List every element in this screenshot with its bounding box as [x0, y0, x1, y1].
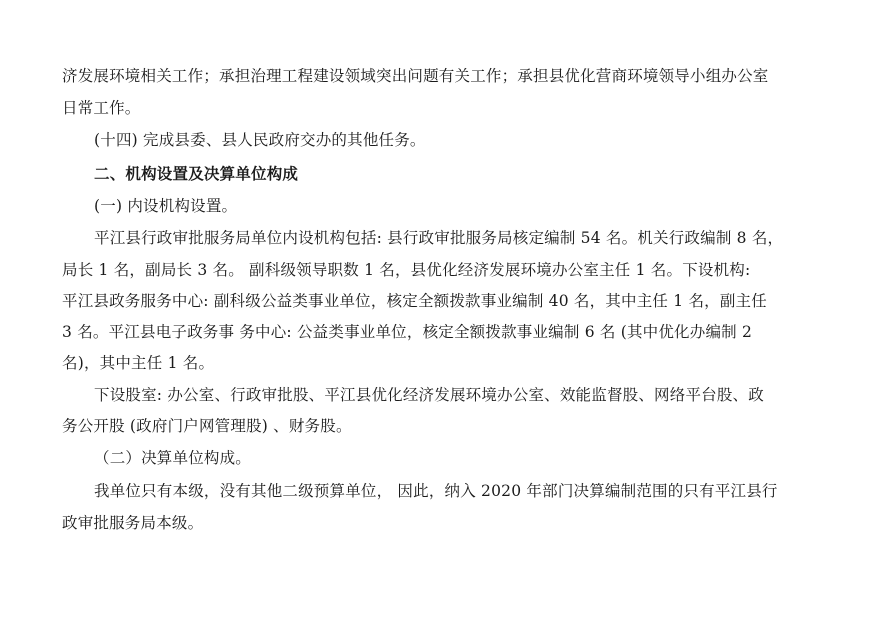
paragraph-line: 局长 1 名，副局长 3 名。 副科级领导职数 1 名，县优化经济发展环境办公室主任 1 名。下设机构: — [62, 261, 751, 279]
paragraph-line: 3 名。平江县电子政务事 务中心: 公益类事业单位，核定全额拨款事业编制 6 名 (其中优化办编制 2 — [62, 323, 753, 341]
paragraph-line: (十四) 完成县委、县人民政府交办的其他任务。 — [94, 131, 426, 149]
paragraph-line: 日常工作。 — [62, 99, 141, 117]
subsection-heading: （二）决算单位构成。 — [94, 449, 252, 467]
paragraph-line: 平江县行政审批服务局单位内设机构包括: 县行政审批服务局核定编制 54 名。机关行政编制 8 名， — [94, 229, 784, 247]
paragraph-line: 济发展环境相关工作；承担治理工程建设领域突出问题有关工作；承担县优化营商环境领导小组办公室 — [62, 67, 769, 85]
paragraph-line: 名)，其中主任 1 名。 — [62, 354, 215, 372]
paragraph-line: 务公开股 (政府门户网管理股) 、财务股。 — [62, 417, 352, 435]
paragraph-line: 下设股室: 办公室、行政审批股、平江县优化经济发展环境办公室、效能监督股、网络平台股、政 — [94, 386, 764, 404]
paragraph-line: 我单位只有本级，没有其他二级预算单位， 因此，纳入 2020 年部门决算编制范围的只有平江县行 — [94, 482, 778, 500]
paragraph-line: 平江县政务服务中心: 副科级公益类事业单位，核定全额拨款事业编制 40 名，其中主任 1 名，副主任 — [62, 292, 767, 310]
section-heading: 二、机构设置及决算单位构成 — [94, 164, 299, 183]
subsection-heading: (一) 内设机构设置。 — [94, 197, 238, 215]
paragraph-line: 政审批服务局本级。 — [62, 514, 204, 532]
